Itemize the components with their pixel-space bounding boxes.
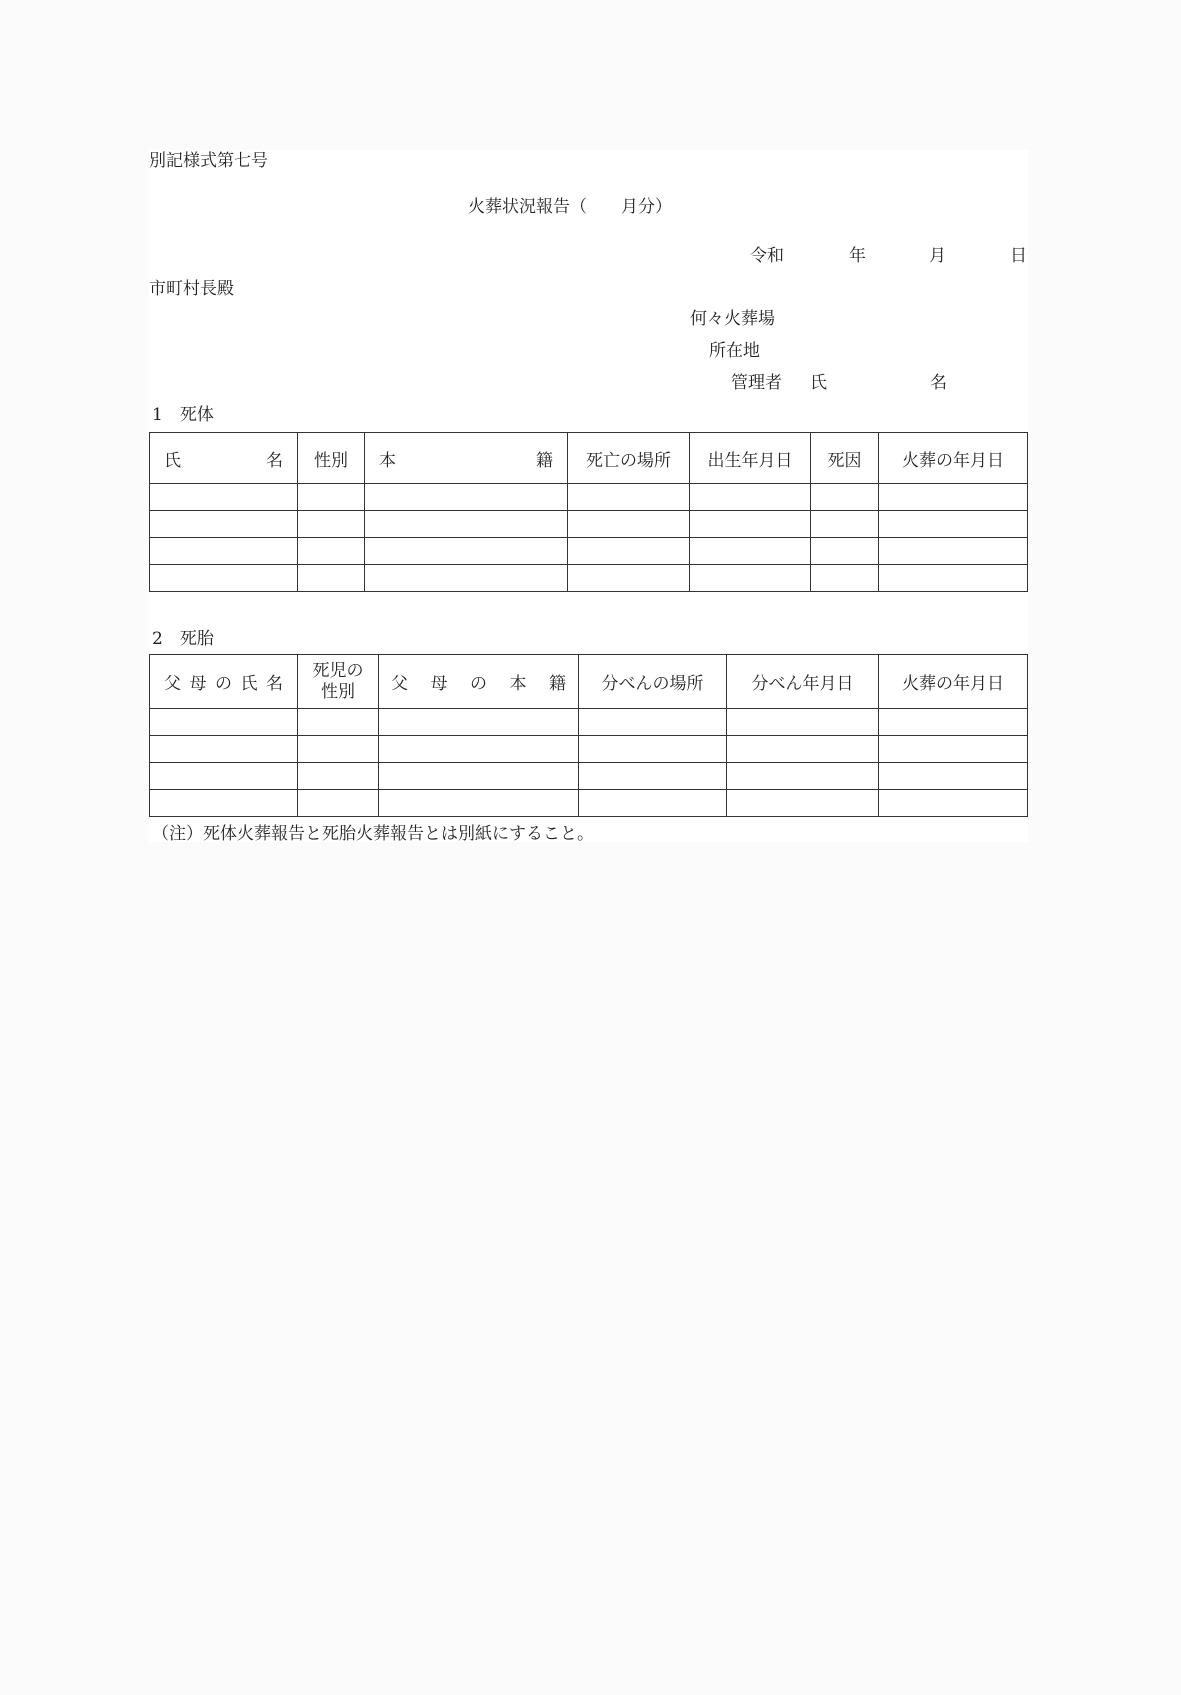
table-row [150,790,1028,817]
table-row [150,736,1028,763]
table-cell[interactable] [379,763,579,790]
table-cell[interactable] [568,538,690,565]
header-parents-name-part: の [215,674,232,694]
header-birth-date-label: 出生年月日 [707,450,793,471]
table-cell[interactable] [150,763,298,790]
table-cell[interactable] [879,484,1028,511]
header-parents-name-part: 氏 [240,674,258,694]
manager-label: 管理者 [731,373,782,393]
table-cell[interactable] [298,511,365,538]
table-cell[interactable] [379,736,579,763]
facility-name: 何々火葬場 [690,309,775,329]
header-death-place-label: 死亡の場所 [586,450,671,471]
section2-heading: 2 死胎 [152,629,214,649]
stillbirth-cremation-table [149,654,1028,817]
table-cell[interactable] [150,565,298,592]
table-cell[interactable] [365,484,568,511]
header-sex-label: 性別 [314,450,348,471]
report-title: 火葬状況報告（ 月分） [468,197,672,217]
header-delivery-place-label: 分べんの場所 [601,674,704,694]
header-cremation-date [879,433,1028,484]
addressee: 市町村長殿 [149,279,234,299]
header-delivery-place [579,655,727,709]
table-cell[interactable] [579,736,727,763]
table-cell[interactable] [379,709,579,736]
date-day: 日 [1010,246,1027,266]
header-sex [298,433,365,484]
table-cell[interactable] [811,538,879,565]
facility-location: 所在地 [709,341,760,361]
header-domicile-part: 本 [379,450,396,471]
header-stillborn-sex-line: 死児の [312,660,364,681]
table-cell[interactable] [298,484,365,511]
table-cell[interactable] [150,790,298,817]
table-cell[interactable] [690,484,811,511]
table-row [150,709,1028,736]
header-parents-domicile-part: 籍 [549,674,566,694]
header-parents-domicile [379,655,579,709]
table-cell[interactable] [298,565,365,592]
table-cell[interactable] [298,736,379,763]
table-row [150,484,1028,511]
manager-name-last: 名 [930,373,947,393]
header-name-part: 名 [266,450,283,471]
header-stillborn-sex [298,655,379,709]
table-cell[interactable] [811,565,879,592]
date-era: 令和 [750,246,784,266]
date-month: 月 [929,246,946,266]
table-cell[interactable] [690,565,811,592]
date-year: 年 [849,246,866,266]
table-row [150,565,1028,592]
table-cell[interactable] [879,511,1028,538]
table-cell[interactable] [879,565,1028,592]
header-name-part: 氏 [164,450,181,471]
table-cell[interactable] [879,736,1028,763]
header-parents-domicile-part: 父 [391,674,408,694]
header-delivery-date [727,655,879,709]
table-row [150,511,1028,538]
table-cell[interactable] [879,538,1028,565]
manager-name-first: 氏 [810,373,827,393]
table-cell[interactable] [579,790,727,817]
header-parents-name-part: 父 [164,674,181,694]
header-name [150,433,298,484]
table-cell[interactable] [365,511,568,538]
header-delivery-date-label: 分べん年月日 [751,674,854,694]
section1-heading: 1 死体 [152,405,214,425]
header-cremation-date-2 [879,655,1028,709]
table-cell[interactable] [879,763,1028,790]
table-cell[interactable] [150,736,298,763]
table-cell[interactable] [690,538,811,565]
table-cell[interactable] [568,484,690,511]
table-cell[interactable] [579,763,727,790]
table-cell[interactable] [298,538,365,565]
table-cell[interactable] [298,709,379,736]
table-cell[interactable] [727,736,879,763]
header-parents-name [150,655,298,709]
header-parents-domicile-part: の [470,674,487,694]
table-cell[interactable] [879,790,1028,817]
table-row [150,538,1028,565]
table-cell[interactable] [150,709,298,736]
header-parents-name-part: 母 [189,674,207,694]
table-cell[interactable] [365,538,568,565]
header-domicile-part: 籍 [536,450,553,471]
table-cell[interactable] [579,709,727,736]
table-cell[interactable] [568,565,690,592]
table-cell[interactable] [811,484,879,511]
header-domicile [365,433,568,484]
table-cell[interactable] [879,709,1028,736]
table-cell[interactable] [379,790,579,817]
form-label: 別記様式第七号 [149,151,268,171]
header-parents-name-part: 名 [266,674,283,694]
header-death-place [568,433,690,484]
table-cell[interactable] [811,511,879,538]
table-cell[interactable] [150,538,298,565]
header-cremation-date-2-label: 火葬の年月日 [902,674,1004,694]
table-cell[interactable] [150,484,298,511]
header-parents-domicile-part: 母 [430,674,448,694]
table-row [150,763,1028,790]
header-cause [811,433,879,484]
header-cremation-date-label: 火葬の年月日 [902,450,1004,471]
table-cell[interactable] [298,763,379,790]
table-cell[interactable] [365,565,568,592]
table-cell[interactable] [727,709,879,736]
table-cell[interactable] [150,511,298,538]
table-cell[interactable] [690,511,811,538]
header-stillborn-sex-line: 性別 [321,681,355,702]
footnote: （注）死体火葬報告と死胎火葬報告とは別紙にすること。 [152,824,594,844]
body-cremation-table [149,432,1028,592]
header-parents-domicile-part: 本 [509,674,527,694]
table-cell[interactable] [298,790,379,817]
header-cause-label: 死因 [827,450,862,471]
table-cell[interactable] [727,790,879,817]
table-cell[interactable] [727,763,879,790]
header-birth-date [690,433,811,484]
table-cell[interactable] [568,511,690,538]
